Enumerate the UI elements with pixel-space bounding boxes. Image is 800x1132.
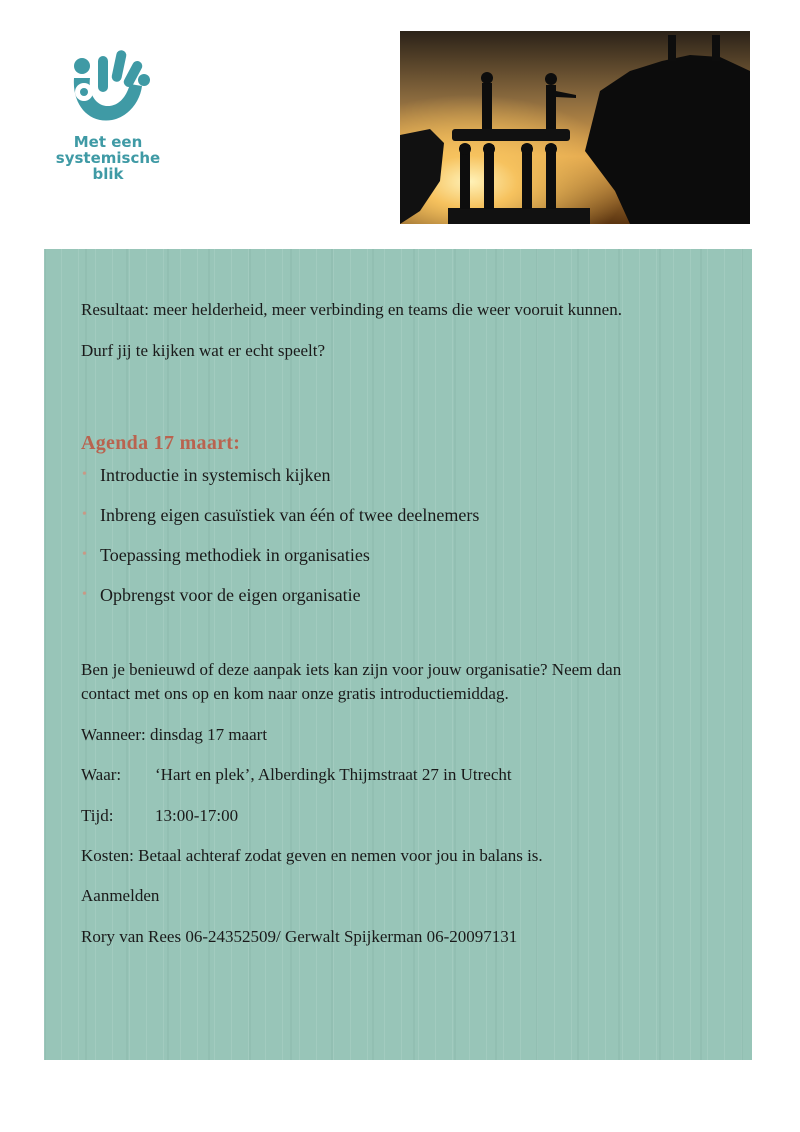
invite-line-1: Ben je benieuwd of deze aanpak iets kan zijn voor jouw organisatie? Neem dan: [81, 660, 622, 679]
agenda-item: [81, 582, 479, 622]
bullet-icon: •: [82, 547, 87, 562]
question-text: Durf jij te kijken wat er echt speelt?: [81, 341, 326, 360]
agenda-list: [81, 462, 479, 622]
where-value: ‘Hart en plek’, Alberdingk Thijmstraat 27 in Utrecht: [155, 765, 512, 784]
agenda-item: [81, 462, 479, 502]
agenda-item-label: Introductie in systemisch kijken: [100, 465, 331, 485]
when-text: Wanneer: dinsdag 17 maart: [81, 725, 268, 744]
logo-line-1: Met een: [73, 133, 143, 151]
agenda-item: [81, 502, 479, 542]
invite-line-2: contact met ons op en kom naar onze gratis introductiemiddag.: [81, 684, 509, 703]
bullet-icon: •: [82, 507, 87, 522]
logo-line-2: systemische: [55, 149, 161, 167]
logo: [52, 48, 164, 188]
team-bridge-photo-icon: [400, 31, 750, 224]
agenda-title: Agenda 17 maart:: [81, 432, 241, 454]
hero-photo: [400, 31, 750, 224]
signup-text: Aanmelden: [81, 886, 160, 905]
logo-wordmark: [52, 134, 164, 182]
bullet-icon: •: [82, 467, 87, 482]
hand-logo-icon: [68, 48, 152, 134]
agenda-item-label: Inbreng eigen casuïstiek van één of twee deelnemers: [100, 505, 480, 525]
contacts-text: Rory van Rees 06-24352509/ Gerwalt Spijkerman 06-20097131: [81, 927, 518, 946]
cost-text: Kosten: Betaal achteraf zodat geven en nemen voor jou in balans is.: [81, 846, 543, 865]
result-text: Resultaat: meer helderheid, meer verbinding en teams die weer vooruit kunnen.: [81, 300, 622, 319]
time-value: 13:00-17:00: [155, 806, 239, 825]
logo-line-3: blik: [92, 165, 124, 183]
agenda-item: [81, 542, 479, 582]
where-label: Waar:: [81, 765, 122, 784]
time-label: Tijd:: [81, 806, 114, 825]
time-row: [81, 806, 238, 826]
where-row: [81, 765, 512, 785]
agenda-item-label: Opbrengst voor de eigen organisatie: [100, 585, 361, 605]
bullet-icon: •: [82, 587, 87, 602]
agenda-item-label: Toepassing methodiek in organisaties: [100, 545, 370, 565]
